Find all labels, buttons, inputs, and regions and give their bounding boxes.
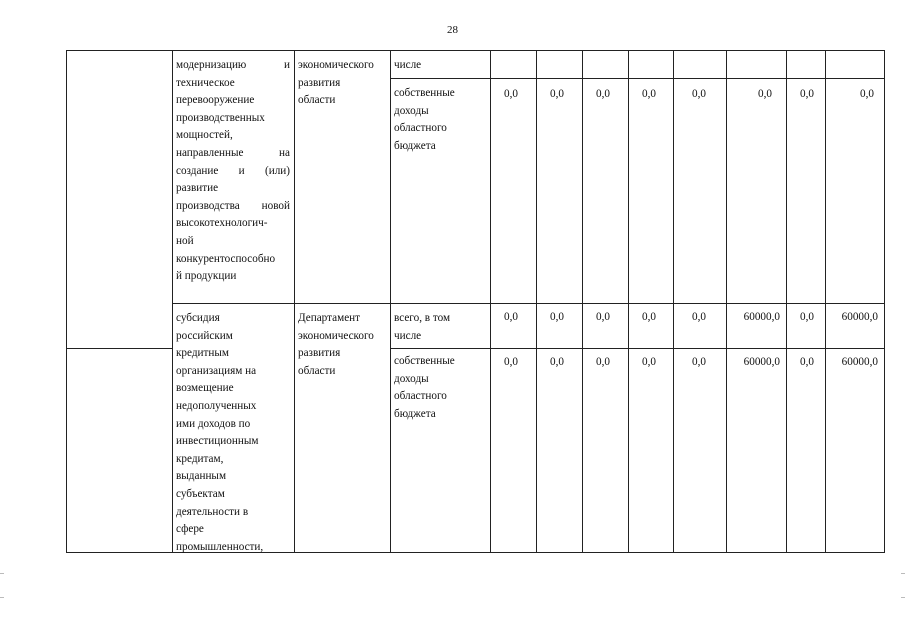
value-cell: 0,0	[800, 311, 814, 323]
name-line: создание и (или)	[176, 164, 290, 177]
value-cell: 0,0	[642, 356, 656, 368]
source-line: собственные	[394, 355, 455, 367]
name-line: ими доходов по	[176, 417, 251, 430]
value-cell: 60000,0	[841, 311, 878, 323]
value-cell: 0,0	[596, 88, 610, 100]
name-line: организациям на	[176, 364, 257, 377]
name-line: мощностей,	[176, 129, 233, 142]
row-divider	[67, 348, 172, 349]
name-line: субъектам	[176, 487, 225, 500]
value-cell: 0,0	[642, 88, 656, 100]
col-divider	[786, 51, 787, 552]
source-line: всего, в том	[394, 312, 451, 324]
name-line: й продукции	[176, 270, 237, 283]
source-line: числе	[394, 329, 422, 342]
name-line: российским	[176, 329, 233, 342]
value-cell: 0,0	[550, 88, 564, 100]
value-cell: 0,0	[596, 311, 610, 323]
value-cell: 0,0	[642, 311, 656, 323]
name-line: кредитам,	[176, 452, 224, 465]
name-line: субсидия	[176, 312, 220, 324]
value-cell: 0,0	[550, 356, 564, 368]
source-line: собственные	[394, 87, 455, 99]
name-line: недополученных	[176, 399, 257, 412]
executor-line: развития	[298, 76, 341, 89]
value-cell: 0,0	[504, 88, 518, 100]
executor-line: развития	[298, 347, 341, 360]
value-cell: 60000,0	[841, 356, 878, 368]
col-divider	[628, 51, 629, 552]
value-cell: 0,0	[758, 88, 772, 100]
value-cell: 0,0	[860, 88, 874, 100]
col-divider	[490, 51, 491, 552]
executor-line: Департамент	[298, 312, 361, 324]
name-line: перевооружение	[176, 94, 255, 107]
value-cell: 0,0	[692, 356, 706, 368]
name-line: сфере	[176, 523, 204, 536]
name-line: конкурентоспособно	[176, 252, 276, 265]
col-divider	[582, 51, 583, 552]
executor-line: области	[298, 364, 336, 377]
row-divider	[390, 348, 884, 349]
row-divider	[390, 78, 884, 79]
source-own-1	[394, 85, 455, 155]
name-line: промышленности,	[176, 540, 264, 553]
scan-edge-mark	[901, 573, 905, 574]
value-cell: 0,0	[800, 88, 814, 100]
name-line: выданным	[176, 470, 227, 483]
name-line: модернизацию и	[176, 59, 290, 71]
source-top-1	[394, 57, 421, 75]
page-number: 28	[447, 24, 458, 36]
value-cell: 0,0	[550, 311, 564, 323]
name-line: ной	[176, 234, 194, 247]
value-cell: 0,0	[692, 311, 706, 323]
col-divider	[390, 51, 391, 552]
scan-edge-mark	[0, 573, 4, 574]
executor-line: экономического	[298, 329, 374, 342]
source-own-2	[394, 353, 455, 423]
col-divider	[294, 51, 295, 552]
col-divider	[825, 51, 826, 552]
name-line: инвестиционным	[176, 435, 259, 448]
measure-name-2	[176, 310, 290, 556]
value-cell: 0,0	[692, 88, 706, 100]
measure-name-1	[176, 57, 290, 286]
value-cell: 0,0	[596, 356, 610, 368]
source-total-2	[394, 310, 450, 345]
value-cell: 0,0	[800, 356, 814, 368]
name-line: направленные на	[176, 146, 290, 159]
source-line: областного	[394, 390, 447, 403]
source-line: доходы	[394, 104, 429, 117]
value-cell: 60000,0	[743, 311, 780, 323]
source-line: областного	[394, 122, 447, 135]
name-line: техническое	[176, 76, 235, 89]
executor-line: области	[298, 94, 336, 107]
value-cell: 0,0	[504, 356, 518, 368]
value-cell: 60000,0	[743, 356, 780, 368]
name-line: развитие	[176, 182, 219, 195]
col-divider	[172, 51, 173, 552]
value-cell: 0,0	[504, 311, 518, 323]
name-line: деятельности в	[176, 505, 249, 518]
source-line: бюджета	[394, 139, 436, 152]
row-divider	[172, 303, 884, 304]
executor-1	[298, 57, 388, 110]
source-line: бюджета	[394, 407, 436, 420]
name-line: производственных	[176, 111, 265, 124]
name-line: возмещение	[176, 382, 234, 395]
col-divider	[726, 51, 727, 552]
source-line: доходы	[394, 372, 429, 385]
name-line: производства новой	[176, 199, 290, 212]
executor-line: экономического	[298, 59, 374, 71]
name-line: высокотехнологич-	[176, 217, 268, 230]
scan-edge-mark	[0, 597, 4, 598]
col-divider	[673, 51, 674, 552]
col-divider	[536, 51, 537, 552]
executor-2	[298, 310, 388, 380]
budget-table	[66, 50, 885, 553]
source-line: числе	[394, 59, 422, 71]
scan-edge-mark	[901, 597, 905, 598]
name-line: кредитным	[176, 347, 229, 360]
